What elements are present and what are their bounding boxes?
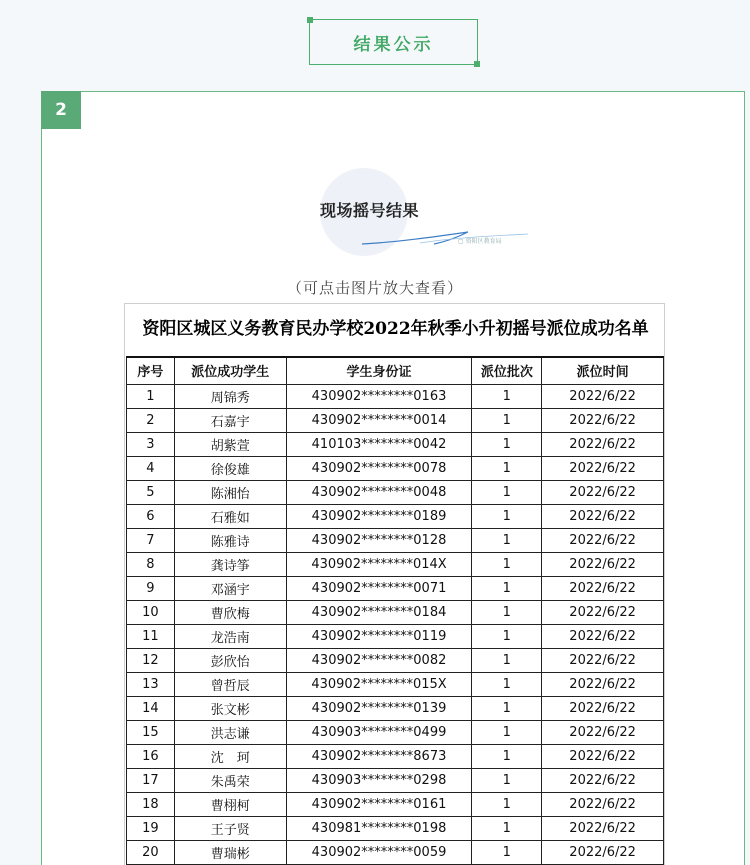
cell-col-date: 2022/6/22 — [542, 528, 664, 552]
cell-col-batch: 1 — [472, 384, 542, 408]
roster-image[interactable] — [124, 303, 665, 865]
cell-col-student: 沈 珂 — [174, 744, 286, 768]
cell-col-number: 19 — [127, 816, 175, 840]
cell-col-id: 430981********0198 — [286, 816, 472, 840]
table-body — [127, 384, 664, 864]
cell-col-id: 430902********0082 — [286, 648, 472, 672]
cell-col-student: 胡紫萱 — [174, 432, 286, 456]
cell-col-number: 2 — [127, 408, 175, 432]
cell-col-student: 朱禹荣 — [174, 768, 286, 792]
header-col-number: 序号 — [127, 357, 175, 384]
header-col-id: 学生身份证 — [286, 357, 472, 384]
cell-col-batch: 1 — [472, 576, 542, 600]
cell-col-number: 5 — [127, 480, 175, 504]
cell-col-student: 洪志谦 — [174, 720, 286, 744]
table-row — [127, 504, 664, 528]
roster-table — [126, 356, 664, 865]
table-row — [127, 528, 664, 552]
table-row — [127, 480, 664, 504]
header-col-batch: 派位批次 — [472, 357, 542, 384]
cell-col-id: 430902********0078 — [286, 456, 472, 480]
table-row — [127, 672, 664, 696]
cell-col-number: 11 — [127, 624, 175, 648]
cell-col-number: 8 — [127, 552, 175, 576]
cell-col-date: 2022/6/22 — [542, 816, 664, 840]
table-row — [127, 648, 664, 672]
table-row — [127, 456, 664, 480]
swoosh-decoration — [360, 226, 530, 250]
cell-col-id: 430902********0014 — [286, 408, 472, 432]
cell-col-batch: 1 — [472, 624, 542, 648]
cell-col-id: 430902********0189 — [286, 504, 472, 528]
cell-col-batch: 1 — [472, 672, 542, 696]
table-row — [127, 768, 664, 792]
cell-col-date: 2022/6/22 — [542, 480, 664, 504]
cell-col-id: 430902********8673 — [286, 744, 472, 768]
cell-col-id: 430902********0128 — [286, 528, 472, 552]
roster-title: 资阳区城区义务教育民办学校2022年秋季小升初摇号派位成功名单 — [142, 319, 649, 339]
section-number-badge: 2 — [41, 91, 81, 129]
cell-col-student: 石嘉宇 — [174, 408, 286, 432]
cell-col-student: 陈雅诗 — [174, 528, 286, 552]
cell-col-batch: 1 — [472, 840, 542, 864]
cell-col-date: 2022/6/22 — [542, 672, 664, 696]
cell-col-batch: 1 — [472, 696, 542, 720]
section-subtitle: 现场摇号结果 — [320, 201, 420, 220]
cell-col-student: 石雅如 — [174, 504, 286, 528]
table-row — [127, 840, 664, 864]
cell-col-student: 周锦秀 — [174, 384, 286, 408]
cell-col-id: 430902********0184 — [286, 600, 472, 624]
cell-col-batch: 1 — [472, 816, 542, 840]
cell-col-student: 徐俊雄 — [174, 456, 286, 480]
cell-col-number: 13 — [127, 672, 175, 696]
cell-col-date: 2022/6/22 — [542, 624, 664, 648]
cell-col-number: 7 — [127, 528, 175, 552]
cell-col-batch: 1 — [472, 504, 542, 528]
cell-col-date: 2022/6/22 — [542, 792, 664, 816]
cell-col-student: 陈湘怡 — [174, 480, 286, 504]
cell-col-number: 14 — [127, 696, 175, 720]
cell-col-student: 曹瑞彬 — [174, 840, 286, 864]
cell-col-batch: 1 — [472, 552, 542, 576]
cell-col-date: 2022/6/22 — [542, 552, 664, 576]
cell-col-date: 2022/6/22 — [542, 432, 664, 456]
cell-col-id: 430902********0163 — [286, 384, 472, 408]
cell-col-date: 2022/6/22 — [542, 456, 664, 480]
cell-col-number: 10 — [127, 600, 175, 624]
cell-col-id: 430902********0139 — [286, 696, 472, 720]
cell-col-id: 430902********0059 — [286, 840, 472, 864]
cell-col-id: 430902********0048 — [286, 480, 472, 504]
cell-col-date: 2022/6/22 — [542, 600, 664, 624]
cell-col-number: 3 — [127, 432, 175, 456]
cell-col-batch: 1 — [472, 408, 542, 432]
table-row — [127, 408, 664, 432]
cell-col-number: 20 — [127, 840, 175, 864]
table-row — [127, 432, 664, 456]
cell-col-date: 2022/6/22 — [542, 840, 664, 864]
zoom-hint: （可点击图片放大查看） — [286, 279, 463, 297]
table-row — [127, 816, 664, 840]
cell-col-number: 18 — [127, 792, 175, 816]
cell-col-number: 16 — [127, 744, 175, 768]
cell-col-id: 430902********0071 — [286, 576, 472, 600]
cell-col-batch: 1 — [472, 432, 542, 456]
table-row — [127, 600, 664, 624]
cell-col-id: 430902********0161 — [286, 792, 472, 816]
cell-col-number: 17 — [127, 768, 175, 792]
cell-col-number: 1 — [127, 384, 175, 408]
watermark-text: ▢ 资阳区教育局 — [458, 238, 502, 245]
cell-col-batch: 1 — [472, 720, 542, 744]
table-row — [127, 696, 664, 720]
cell-col-student: 王子贤 — [174, 816, 286, 840]
cell-col-id: 430902********0119 — [286, 624, 472, 648]
table-row — [127, 624, 664, 648]
cell-col-id: 430902********014X — [286, 552, 472, 576]
page-title: 结果公示 — [353, 34, 434, 55]
table-row — [127, 384, 664, 408]
cell-col-id: 430902********015X — [286, 672, 472, 696]
cell-col-batch: 1 — [472, 456, 542, 480]
table-row — [127, 576, 664, 600]
cell-col-date: 2022/6/22 — [542, 384, 664, 408]
header-col-date: 派位时间 — [542, 357, 664, 384]
table-row — [127, 552, 664, 576]
cell-col-batch: 1 — [472, 744, 542, 768]
cell-col-date: 2022/6/22 — [542, 768, 664, 792]
cell-col-date: 2022/6/22 — [542, 576, 664, 600]
header-col-student: 派位成功学生 — [174, 357, 286, 384]
cell-col-number: 9 — [127, 576, 175, 600]
cell-col-batch: 1 — [472, 648, 542, 672]
cell-col-student: 曾哲辰 — [174, 672, 286, 696]
cell-col-batch: 1 — [472, 600, 542, 624]
cell-col-student: 彭欣怡 — [174, 648, 286, 672]
table-row — [127, 744, 664, 768]
cell-col-date: 2022/6/22 — [542, 744, 664, 768]
cell-col-student: 曹欣梅 — [174, 600, 286, 624]
cell-col-date: 2022/6/22 — [542, 696, 664, 720]
cell-col-student: 曹栩柯 — [174, 792, 286, 816]
cell-col-id: 410103********0042 — [286, 432, 472, 456]
cell-col-number: 6 — [127, 504, 175, 528]
cell-col-batch: 1 — [472, 480, 542, 504]
cell-col-id: 430903********0298 — [286, 768, 472, 792]
header-box — [309, 19, 478, 65]
cell-col-batch: 1 — [472, 792, 542, 816]
cell-col-batch: 1 — [472, 768, 542, 792]
cell-col-number: 4 — [127, 456, 175, 480]
table-row — [127, 792, 664, 816]
cell-col-student: 张文彬 — [174, 696, 286, 720]
cell-col-number: 15 — [127, 720, 175, 744]
cell-col-date: 2022/6/22 — [542, 720, 664, 744]
cell-col-date: 2022/6/22 — [542, 504, 664, 528]
cell-col-batch: 1 — [472, 528, 542, 552]
table-row — [127, 720, 664, 744]
cell-col-number: 12 — [127, 648, 175, 672]
cell-col-student: 龙浩南 — [174, 624, 286, 648]
cell-col-date: 2022/6/22 — [542, 408, 664, 432]
cell-col-id: 430903********0499 — [286, 720, 472, 744]
cell-col-student: 邓涵宇 — [174, 576, 286, 600]
table-header-row — [127, 357, 664, 384]
cell-col-date: 2022/6/22 — [542, 648, 664, 672]
cell-col-student: 龚诗筝 — [174, 552, 286, 576]
